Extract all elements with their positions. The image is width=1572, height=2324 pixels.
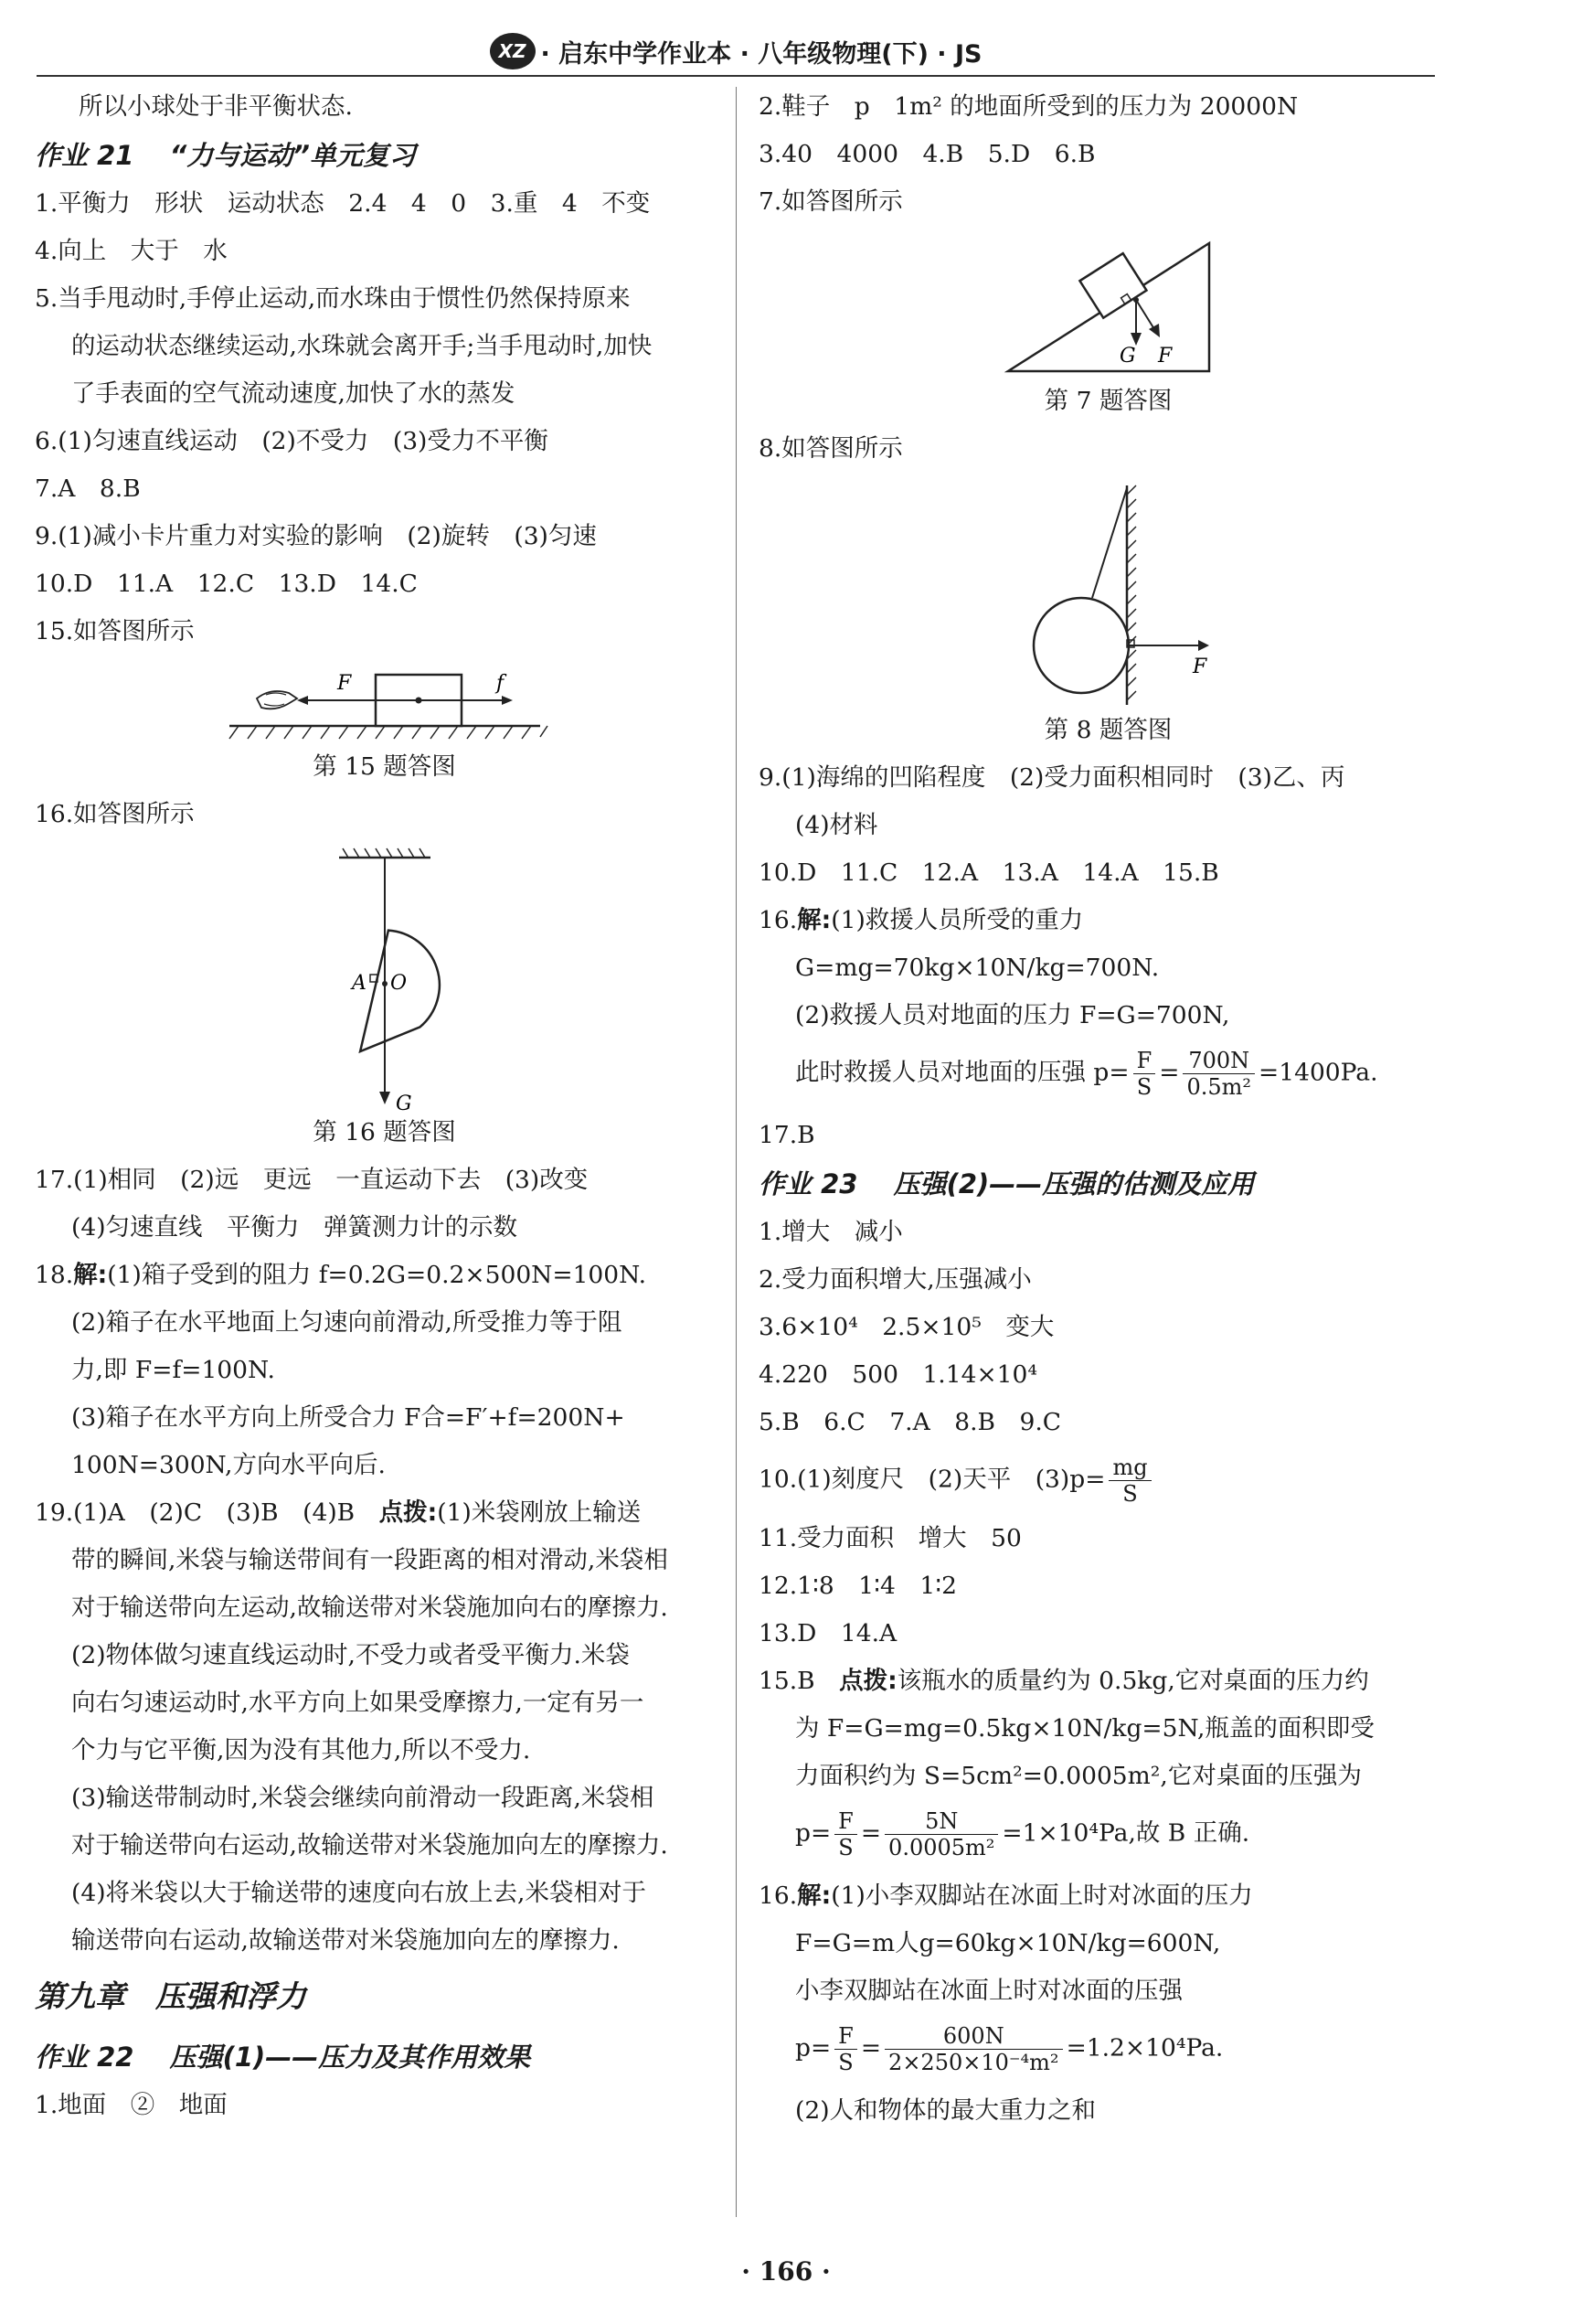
answer-line: (3)输送带制动时,米袋会继续向前滑动一段距离,米袋相 bbox=[71, 1784, 654, 1812]
answer-line: (4)将米袋以大于输送带的速度向右放上去,米袋相对于 bbox=[71, 1879, 646, 1907]
label-F: F bbox=[336, 672, 351, 695]
answer-text: 10.(1)刻度尺 (2)天平 (3)p= bbox=[759, 1465, 1106, 1494]
page-number: · 166 · bbox=[741, 2256, 831, 2287]
answer-line: 1.平衡力 形状 运动状态 2.4 4 0 3.重 4 不变 bbox=[35, 189, 651, 218]
label-G: G bbox=[395, 1093, 412, 1112]
section-title: “力与运动”单元复习 bbox=[169, 140, 416, 171]
answer-line: 4.向上 大于 水 bbox=[35, 237, 228, 265]
answer-line: 100N=300N,方向水平向后. bbox=[71, 1451, 386, 1479]
solution-label: 解: bbox=[73, 1261, 108, 1289]
formula-text: p= bbox=[795, 1818, 832, 1848]
fraction bbox=[1133, 1048, 1156, 1100]
formula-line bbox=[759, 1455, 1458, 1507]
formula-line: p= $\frac{F}{S}$ = $\frac{600N}{\text{2×250×10⁻⁴m²}}$ =1.2×10⁴Pa. bbox=[795, 2023, 1224, 2075]
section-title: 压强(1)——压力及其作用效果 bbox=[169, 2041, 531, 2073]
fraction bbox=[834, 2023, 857, 2075]
answer-line: F=G=m人g=60kg×10N/kg=600N, bbox=[795, 1929, 1221, 1957]
answer-line: 6.(1)匀速直线运动 (2)不受力 (3)受力不平衡 bbox=[35, 427, 548, 455]
answer-line: (2)箱子在水平地面上匀速向前滑动,所受推力等于阻 bbox=[71, 1308, 622, 1337]
numerator: mg bbox=[1109, 1455, 1151, 1481]
figure-8 bbox=[990, 481, 1227, 709]
label-A: A bbox=[351, 972, 366, 995]
item-number: 16. bbox=[759, 906, 798, 934]
answer-line: 9.(1)海绵的凹陷程度 (2)受力面积相同时 (3)乙、丙 bbox=[759, 763, 1345, 792]
answer-line: 向右匀速运动时,水平方向上如果受摩擦力,一定有另一 bbox=[71, 1689, 644, 1717]
numerator: 5N bbox=[885, 1808, 998, 1835]
answer-line: 了手表面的空气流动速度,加快了水的蒸发 bbox=[71, 379, 515, 408]
answer-line: 2.受力面积增大,压强减小 bbox=[759, 1265, 1032, 1294]
answer-line: 对于输送带向右运动,故输送带对米袋施加向左的摩擦力. bbox=[71, 1831, 668, 1860]
numerator: 600N bbox=[885, 2023, 1063, 2050]
header-title: · 启东中学作业本 · 八年级物理(下) · JS bbox=[540, 39, 982, 69]
section-heading-22 bbox=[35, 2041, 734, 2073]
answer-line: 2.鞋子 p 1m² 的地面所受到的压力为 20000N bbox=[759, 92, 1299, 121]
answer-line bbox=[759, 905, 1458, 936]
section-number: 作业 22 bbox=[35, 2041, 134, 2073]
answer-line: (2)人和物体的最大重力之和 bbox=[795, 2096, 1097, 2125]
answer-line: 4.220 500 1.14×10⁴ bbox=[759, 1360, 1037, 1389]
answer-line: 13.D 14.A bbox=[759, 1619, 898, 1647]
answer-line: (2)救援人员对地面的压力 F=G=700N, bbox=[795, 1001, 1230, 1029]
answer-line: 1.地面 ② 地面 bbox=[35, 2091, 228, 2119]
answer-line: 15.如答图所示 bbox=[35, 617, 195, 645]
answer-line: 个力与它平衡,因为没有其他力,所以不受力. bbox=[71, 1736, 531, 1764]
numerator: F bbox=[1133, 1048, 1156, 1074]
answer-line: 力面积约为 S=5cm²=0.0005m²,它对桌面的压强为 bbox=[795, 1762, 1362, 1790]
answer-line bbox=[35, 1260, 734, 1291]
answer-text: 19.(1)A (2)C (3)B (4)B bbox=[35, 1498, 379, 1527]
answer-line: 的运动状态继续运动,水珠就会离开手;当手甩动时,加快 bbox=[71, 332, 653, 360]
answer-line: (2)物体做匀速直线运动时,不受力或者受平衡力.米袋 bbox=[71, 1641, 630, 1669]
answer-line bbox=[759, 1881, 1458, 1912]
denominator: 2×250×10⁻⁴m² bbox=[888, 2050, 1059, 2075]
section-heading-21 bbox=[35, 139, 734, 172]
figure-16-caption: 第 16 题答图 bbox=[313, 1118, 456, 1146]
page-header bbox=[37, 27, 1435, 77]
answer-line: (3)箱子在水平方向上所受合力 F合=F′+f=200N+ bbox=[71, 1403, 625, 1432]
answer-line: 12.1∶8 1∶4 1∶2 bbox=[759, 1572, 957, 1600]
solution-label: 解: bbox=[797, 906, 832, 934]
answer-line: G=mg=70kg×10N/kg=700N. bbox=[795, 954, 1160, 982]
denominator: S bbox=[838, 2050, 854, 2075]
answer-line: 10.D 11.C 12.A 13.A 14.A 15.B bbox=[759, 858, 1219, 887]
denominator: S bbox=[1136, 1074, 1152, 1100]
section-number: 作业 23 bbox=[759, 1168, 858, 1199]
answer-text: (1)米袋刚放上输送 bbox=[437, 1498, 642, 1527]
answer-line: 3.40 4000 4.B 5.D 6.B bbox=[759, 140, 1096, 168]
answer-line: 16.如答图所示 bbox=[35, 800, 195, 828]
formula-text: 此时救援人员对地面的压强 p= bbox=[795, 1058, 1130, 1087]
answer-line: 力,即 F=f=100N. bbox=[71, 1356, 275, 1384]
fraction bbox=[834, 1808, 857, 1860]
answer-line: (4)匀速直线 平衡力 弹簧测力计的示数 bbox=[71, 1213, 518, 1242]
numerator: 700N bbox=[1183, 1048, 1255, 1074]
section-heading-23 bbox=[759, 1167, 1458, 1200]
answer-line bbox=[759, 1666, 1458, 1697]
column-divider bbox=[736, 87, 737, 2217]
answer-line: 带的瞬间,米袋与输送带间有一段距离的相对滑动,米袋相 bbox=[71, 1546, 668, 1574]
figure-16 bbox=[312, 847, 458, 1112]
answer-line bbox=[35, 1498, 734, 1529]
figure-7 bbox=[990, 234, 1227, 380]
answer-text: (1)箱子受到的阻力 f=0.2G=0.2×500N=100N. bbox=[107, 1261, 647, 1289]
label-F: F bbox=[1157, 345, 1172, 368]
formula-text: =1.2×10⁴Pa. bbox=[1066, 2033, 1224, 2063]
formula-text: p= bbox=[795, 2033, 832, 2063]
fraction bbox=[1183, 1048, 1255, 1100]
denominator: 0.5m² bbox=[1186, 1074, 1252, 1100]
answer-line: 为 F=G=mg=0.5kg×10N/kg=5N,瓶盖的面积即受 bbox=[795, 1714, 1375, 1743]
answer-line: 7.A 8.B bbox=[35, 474, 141, 503]
answer-text: 该瓶水的质量约为 0.5kg,它对桌面的压力约 bbox=[897, 1667, 1369, 1695]
answer-line: 对于输送带向左运动,故输送带对米袋施加向右的摩擦力. bbox=[71, 1594, 668, 1622]
figure-7-caption: 第 7 题答图 bbox=[1044, 387, 1173, 415]
item-number: 18. bbox=[35, 1261, 74, 1289]
numerator: F bbox=[834, 1808, 857, 1835]
answer-line: 17.B bbox=[759, 1121, 815, 1149]
formula-text: =1400Pa. bbox=[1259, 1058, 1378, 1087]
answer-text: (1)小李双脚站在冰面上时对冰面的压力 bbox=[831, 1882, 1253, 1910]
fraction bbox=[885, 1808, 998, 1860]
label-F: F bbox=[1192, 656, 1206, 678]
answer-line: 输送带向右运动,故输送带对米袋施加向左的摩擦力. bbox=[71, 1926, 620, 1955]
right-column bbox=[759, 91, 1458, 2143]
formula-line: 此时救援人员对地面的压强 p= $\frac{F}{S}$ = $\frac{700N}{\text{0.5m²}}$ =1400Pa. bbox=[795, 1048, 1378, 1100]
hint-label: 点拨: bbox=[378, 1498, 438, 1527]
label-G: G bbox=[1119, 345, 1136, 368]
answer-line: 1.增大 减小 bbox=[759, 1218, 903, 1246]
answer-line: 8.如答图所示 bbox=[759, 434, 903, 463]
denominator: S bbox=[838, 1835, 854, 1860]
figure-8-caption: 第 8 题答图 bbox=[1044, 716, 1173, 744]
answer-line: 11.受力面积 增大 50 bbox=[759, 1524, 1022, 1552]
denominator: S bbox=[1122, 1481, 1138, 1507]
formula-text: =1×10⁴Pa,故 B 正确. bbox=[1002, 1818, 1250, 1848]
label-O: O bbox=[389, 972, 407, 995]
answer-line: 9.(1)减小卡片重力对实验的影响 (2)旋转 (3)匀速 bbox=[35, 522, 597, 550]
formula-line: p= $\frac{F}{S}$ = $\frac{5N}{\text{0.0005m²}}$ =1×10⁴Pa,故 B 正确. bbox=[795, 1808, 1250, 1860]
answer-line: 7.如答图所示 bbox=[759, 187, 903, 216]
answer-text: 15.B bbox=[759, 1667, 840, 1695]
section-title: 压强(2)——压强的估测及应用 bbox=[893, 1168, 1255, 1199]
solution-label: 解: bbox=[797, 1882, 832, 1910]
numerator: F bbox=[834, 2023, 857, 2050]
answer-line: 5.当手甩动时,手停止运动,而水珠由于惯性仍然保持原来 bbox=[35, 284, 631, 313]
publisher-logo: XZ bbox=[490, 33, 536, 69]
answer-text: (1)救援人员所受的重力 bbox=[831, 906, 1084, 934]
fraction bbox=[1109, 1455, 1151, 1507]
answer-line: 10.D 11.A 12.C 13.D 14.C bbox=[35, 570, 418, 598]
section-number: 作业 21 bbox=[35, 140, 134, 171]
fraction bbox=[885, 2023, 1063, 2075]
answer-line: 小李双脚站在冰面上时对冰面的压强 bbox=[795, 1977, 1183, 2005]
answer-line: (4)材料 bbox=[795, 811, 878, 839]
answer-line: 所以小球处于非平衡状态. bbox=[79, 92, 353, 121]
chapter-title: 第九章 压强和浮力 bbox=[35, 1978, 306, 2014]
answer-line: 17.(1)相同 (2)远 更远 一直运动下去 (3)改变 bbox=[35, 1166, 589, 1194]
hint-label: 点拨: bbox=[839, 1667, 898, 1695]
figure-15-caption: 第 15 题答图 bbox=[313, 752, 456, 781]
answer-line: 5.B 6.C 7.A 8.B 9.C bbox=[759, 1408, 1062, 1436]
figure-15 bbox=[220, 664, 549, 746]
left-column bbox=[35, 91, 734, 2137]
item-number: 16. bbox=[759, 1882, 798, 1910]
answer-line: 3.6×10⁴ 2.5×10⁵ 变大 bbox=[759, 1313, 1055, 1341]
label-f: f bbox=[495, 672, 504, 695]
denominator: 0.0005m² bbox=[888, 1835, 995, 1860]
